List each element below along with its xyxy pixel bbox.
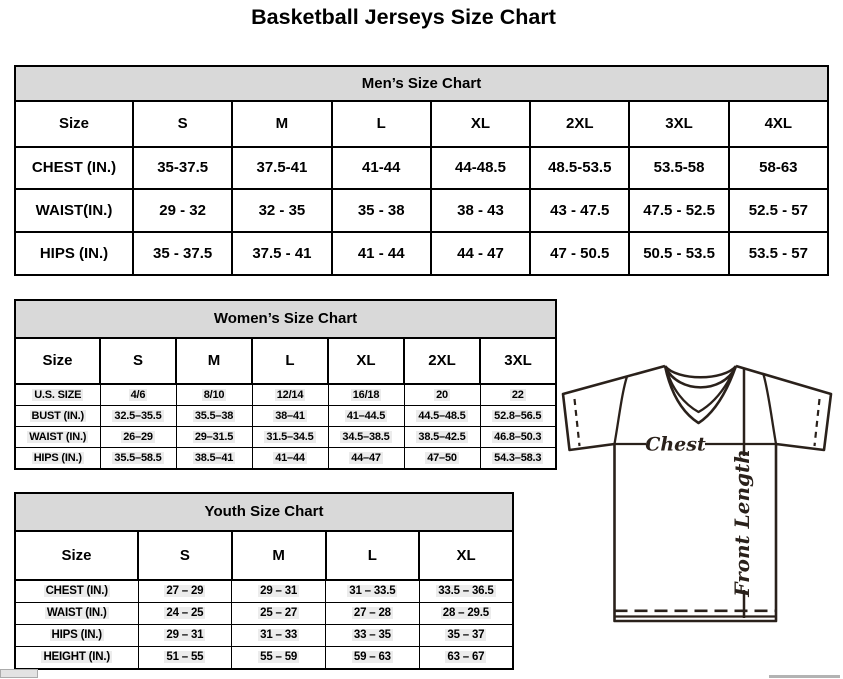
size-value-cell-text: 35.5–58.5 xyxy=(114,451,162,464)
size-value-cell xyxy=(232,580,326,603)
size-value-cell-text: 31.5–34.5 xyxy=(266,430,314,443)
table-row xyxy=(15,580,513,603)
size-value-cell: 35 - 37.5 xyxy=(133,232,232,275)
size-value-cell-text: 29 – 31 xyxy=(260,585,298,598)
size-value-cell xyxy=(326,602,420,624)
size-value-cell xyxy=(252,447,328,469)
size-value-cell-text: 8/10 xyxy=(203,388,225,401)
jersey-armhole-left xyxy=(615,377,628,445)
table-row xyxy=(15,384,556,406)
size-value-cell-text: 38.5–41 xyxy=(194,451,234,464)
size-value-cell: 32 - 35 xyxy=(232,189,331,232)
jersey-collar-back-curve-1 xyxy=(665,366,736,377)
size-value-cell-text: 22 xyxy=(511,388,524,401)
size-value-cell: 52.5 - 57 xyxy=(729,189,828,232)
column-header-m: M xyxy=(232,101,331,147)
size-value-cell-text: 24 – 25 xyxy=(166,607,204,620)
size-value-cell xyxy=(419,580,513,603)
size-value-cell-text: 27 – 29 xyxy=(166,585,204,598)
table-row xyxy=(15,624,513,646)
size-value-cell: 41 - 44 xyxy=(332,232,431,275)
size-value-cell-text: 38.5–42.5 xyxy=(418,430,466,443)
youth-size-chart-table xyxy=(14,492,514,670)
size-value-cell-text: 4/6 xyxy=(130,388,146,401)
size-value-cell xyxy=(176,384,252,406)
table-row xyxy=(15,646,513,669)
size-value-cell xyxy=(100,405,176,426)
size-value-cell-text: 46.8–50.3 xyxy=(494,430,542,443)
size-value-cell: 44 - 47 xyxy=(431,232,530,275)
size-value-cell: 37.5-41 xyxy=(232,147,331,190)
table-row xyxy=(15,189,828,232)
size-value-cell: 48.5-53.5 xyxy=(530,147,629,190)
size-value-cell: 35 - 38 xyxy=(332,189,431,232)
jersey-sleeve-dashed-left xyxy=(575,399,580,446)
size-value-cell xyxy=(138,646,232,669)
column-header-3xl: 3XL xyxy=(480,338,556,384)
size-value-cell: 50.5 - 53.5 xyxy=(629,232,728,275)
size-value-cell xyxy=(419,624,513,646)
size-value-cell xyxy=(326,580,420,603)
size-value-cell-text: 59 – 63 xyxy=(353,651,391,664)
size-value-cell xyxy=(252,405,328,426)
size-value-cell xyxy=(480,447,556,469)
table-row xyxy=(15,405,556,426)
size-value-cell xyxy=(138,624,232,646)
column-header-s: S xyxy=(100,338,176,384)
size-value-cell: 38 - 43 xyxy=(431,189,530,232)
table-row xyxy=(15,602,513,624)
size-value-cell xyxy=(404,447,480,469)
size-value-cell: 44-48.5 xyxy=(431,147,530,190)
front-length-label: Front Length xyxy=(730,449,754,597)
size-value-cell-text: 55 – 59 xyxy=(260,651,298,664)
size-value-cell xyxy=(326,624,420,646)
size-value-cell-text: 32.5–35.5 xyxy=(114,409,162,422)
size-value-cell-text: 41–44.5 xyxy=(346,409,386,422)
womens-size-chart-table xyxy=(14,299,557,470)
row-label: CHEST (IN.) xyxy=(15,147,133,190)
size-column-header: Size xyxy=(15,531,138,580)
size-value-cell-text: 28 – 29.5 xyxy=(442,607,489,620)
size-value-cell-text: 54.3–58.3 xyxy=(494,451,542,464)
column-header-xl: XL xyxy=(328,338,404,384)
row-label: WAIST(IN.) xyxy=(15,189,133,232)
row-label-text: HIPS (IN.) xyxy=(33,451,82,464)
size-value-cell: 41-44 xyxy=(332,147,431,190)
size-value-cell xyxy=(328,447,404,469)
size-value-cell: 37.5 - 41 xyxy=(232,232,331,275)
size-value-cell-text: 44.5–48.5 xyxy=(418,409,466,422)
row-label-text: WAIST (IN.) xyxy=(29,430,87,443)
chest-label: Chest xyxy=(645,433,706,456)
column-header-3xl: 3XL xyxy=(629,101,728,147)
row-label-text: CHEST (IN.) xyxy=(45,585,108,598)
column-header-2xl: 2XL xyxy=(530,101,629,147)
size-value-cell xyxy=(232,646,326,669)
size-value-cell xyxy=(404,426,480,447)
size-value-cell: 29 - 32 xyxy=(133,189,232,232)
size-column-header: Size xyxy=(15,101,133,147)
jersey-collar-outer-v xyxy=(665,366,736,423)
size-value-cell xyxy=(480,426,556,447)
row-label xyxy=(15,602,138,624)
table-row xyxy=(15,147,828,190)
size-value-cell-text: 41–44 xyxy=(275,451,305,464)
size-value-cell-text: 44–47 xyxy=(351,451,381,464)
table-title: Women’s Size Chart xyxy=(15,300,556,338)
size-value-cell: 47 - 50.5 xyxy=(530,232,629,275)
size-value-cell-text: 33.5 – 36.5 xyxy=(438,585,494,598)
column-header-s: S xyxy=(138,531,232,580)
size-value-cell xyxy=(326,646,420,669)
size-value-cell xyxy=(100,384,176,406)
size-column-header: Size xyxy=(15,338,100,384)
size-value-cell-text: 31 – 33 xyxy=(260,629,298,642)
size-value-cell-text: 52.8–56.5 xyxy=(494,409,542,422)
size-value-cell-text: 47–50 xyxy=(427,451,457,464)
row-label xyxy=(15,384,100,406)
horizontal-scrollbar-left-fragment[interactable] xyxy=(0,669,38,678)
size-value-cell-text: 34.5–38.5 xyxy=(342,430,390,443)
size-value-cell-text: 35.5–38 xyxy=(194,409,234,422)
size-value-cell: 43 - 47.5 xyxy=(530,189,629,232)
size-value-cell: 47.5 - 52.5 xyxy=(629,189,728,232)
table-row xyxy=(15,426,556,447)
row-label xyxy=(15,426,100,447)
size-value-cell xyxy=(232,624,326,646)
size-value-cell xyxy=(419,646,513,669)
size-value-cell-text: 51 – 55 xyxy=(166,651,204,664)
size-value-cell xyxy=(176,447,252,469)
size-value-cell-text: 26–29 xyxy=(123,430,153,443)
size-value-cell-text: 33 – 35 xyxy=(353,629,391,642)
row-label-text: U.S. SIZE xyxy=(34,388,82,401)
row-label-text: WAIST (IN.) xyxy=(46,607,107,620)
size-value-cell xyxy=(100,447,176,469)
table-row xyxy=(15,232,828,275)
size-value-cell-text: 38–41 xyxy=(275,409,305,422)
column-header-m: M xyxy=(176,338,252,384)
row-label xyxy=(15,580,138,603)
size-value-cell-text: 29 – 31 xyxy=(166,629,204,642)
row-label xyxy=(15,447,100,469)
size-value-cell xyxy=(176,426,252,447)
size-value-cell-text: 63 – 67 xyxy=(447,651,485,664)
size-value-cell xyxy=(138,602,232,624)
jersey-diagram xyxy=(557,360,838,628)
size-value-cell-text: 12/14 xyxy=(276,388,304,401)
column-header-4xl: 4XL xyxy=(729,101,828,147)
size-value-cell: 53.5-58 xyxy=(629,147,728,190)
table-row xyxy=(15,447,556,469)
table-title: Men’s Size Chart xyxy=(15,66,828,101)
jersey-sleeve-dashed-right xyxy=(815,399,820,446)
size-value-cell-text: 31 – 33.5 xyxy=(349,585,396,598)
size-value-cell xyxy=(404,405,480,426)
mens-size-chart-table xyxy=(14,65,829,276)
table-title: Youth Size Chart xyxy=(15,493,513,531)
size-value-cell: 58-63 xyxy=(729,147,828,190)
size-value-cell xyxy=(252,384,328,406)
size-value-cell xyxy=(252,426,328,447)
size-value-cell xyxy=(404,384,480,406)
size-value-cell xyxy=(328,384,404,406)
row-label-text: HIPS (IN.) xyxy=(51,629,102,642)
size-value-cell xyxy=(328,426,404,447)
size-value-cell xyxy=(176,405,252,426)
row-label xyxy=(15,624,138,646)
size-value-cell xyxy=(100,426,176,447)
page-title: Basketball Jerseys Size Chart xyxy=(251,5,556,29)
column-header-l: L xyxy=(332,101,431,147)
column-header-s: S xyxy=(133,101,232,147)
size-value-cell-text: 29–31.5 xyxy=(194,430,234,443)
size-value-cell-text: 27 – 28 xyxy=(353,607,391,620)
row-label-text: BUST (IN.) xyxy=(31,409,84,422)
size-value-cell-text: 20 xyxy=(436,388,448,401)
row-label xyxy=(15,646,138,669)
jersey-armhole-right xyxy=(764,375,777,445)
row-label-text: HEIGHT (IN.) xyxy=(43,651,111,664)
size-value-cell: 53.5 - 57 xyxy=(729,232,828,275)
column-header-m: M xyxy=(232,531,326,580)
column-header-xl: XL xyxy=(431,101,530,147)
column-header-l: L xyxy=(326,531,420,580)
size-value-cell xyxy=(419,602,513,624)
size-value-cell-text: 25 – 27 xyxy=(260,607,298,620)
size-value-cell xyxy=(328,405,404,426)
column-header-l: L xyxy=(252,338,328,384)
size-value-cell xyxy=(480,405,556,426)
column-header-xl: XL xyxy=(419,531,513,580)
row-label xyxy=(15,405,100,426)
jersey-outline xyxy=(563,366,831,621)
horizontal-scrollbar-thumb[interactable] xyxy=(769,675,840,678)
size-value-cell xyxy=(232,602,326,624)
size-value-cell xyxy=(138,580,232,603)
size-value-cell-text: 35 – 37 xyxy=(447,629,485,642)
row-label: HIPS (IN.) xyxy=(15,232,133,275)
size-value-cell-text: 16/18 xyxy=(352,388,380,401)
size-value-cell: 35-37.5 xyxy=(133,147,232,190)
size-value-cell xyxy=(480,384,556,406)
column-header-2xl: 2XL xyxy=(404,338,480,384)
